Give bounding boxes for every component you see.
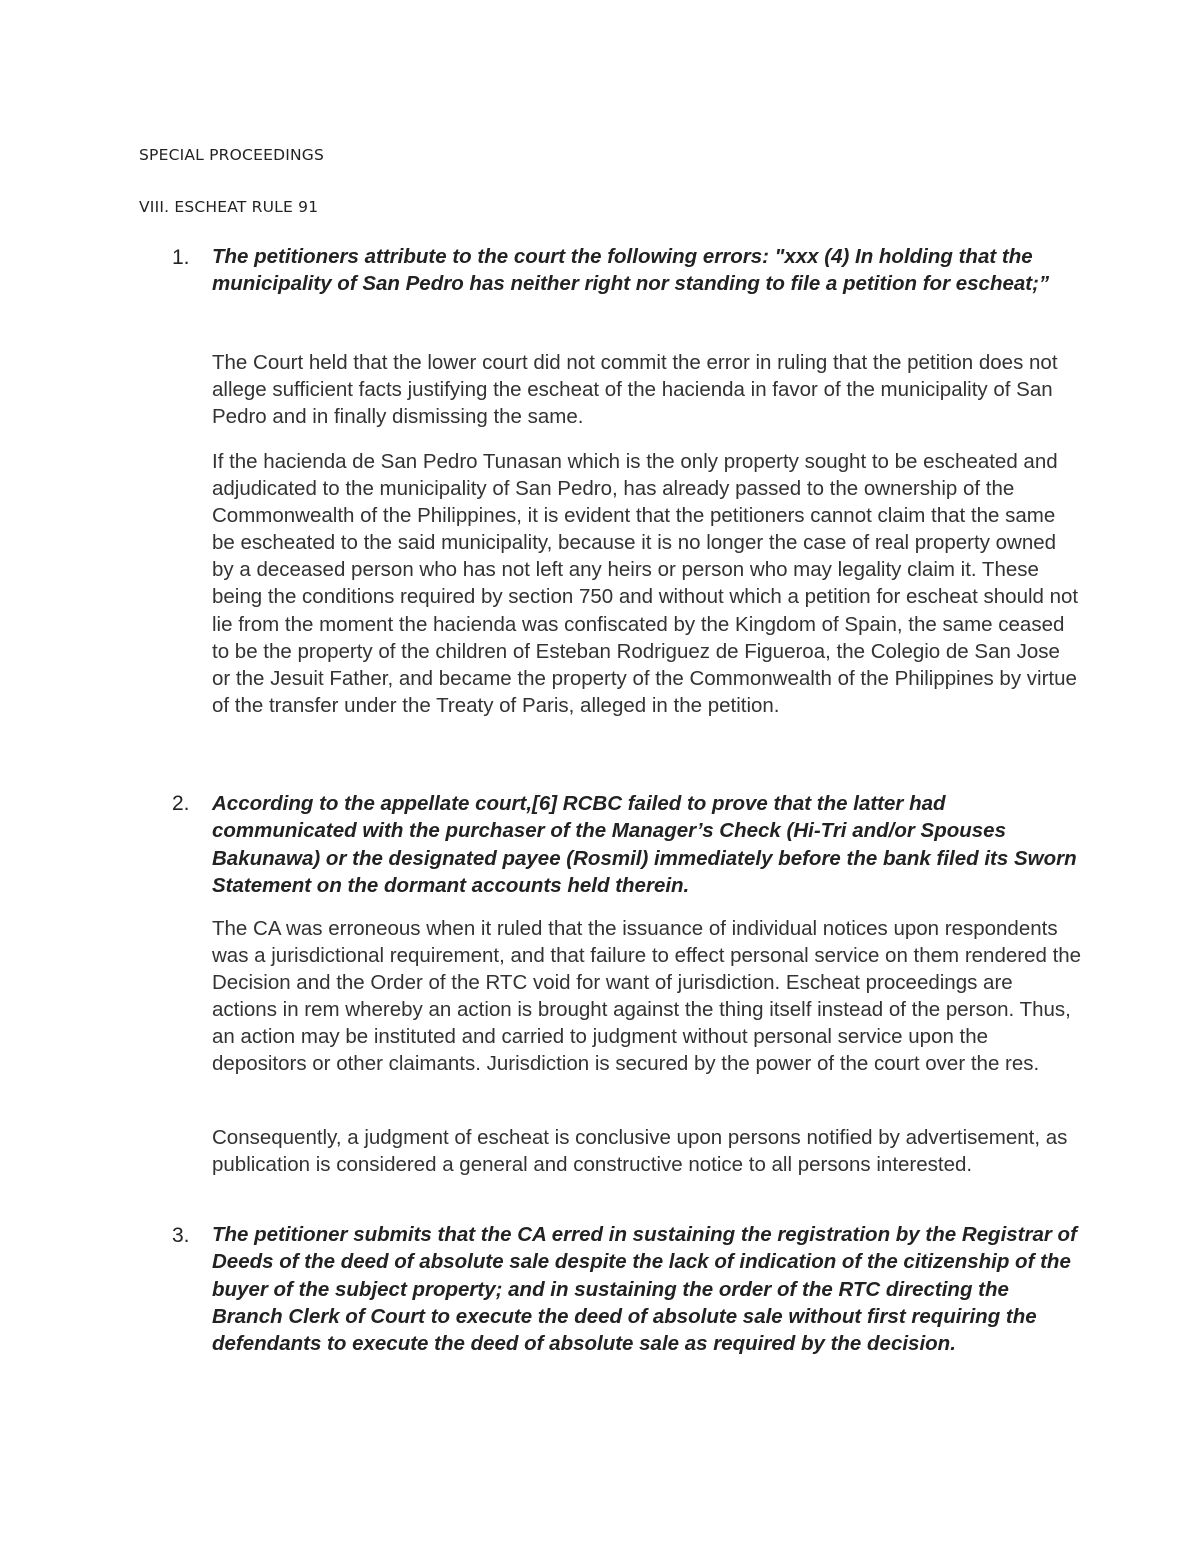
document-title: SPECIAL PROCEEDINGS — [139, 146, 325, 164]
item-number: 2. — [172, 792, 190, 815]
item-question: The petitioners attribute to the court the following errors: "xxx (4) In holding that the municipality of San Pedro has neither right nor standing to file a petition for escheat;” — [212, 245, 1050, 296]
item-number: 1. — [172, 246, 190, 269]
item-answer-paragraph: The Court held that the lower court did not commit the error in ruling that the petition does not allege sufficient facts justifying the escheat of the hacienda in favor of the municipality of San Pedro and in finally dismissing the same. — [212, 351, 1058, 429]
item-answer-paragraph: Consequently, a judgment of escheat is conclusive upon persons notified by advertisement, as publication is considered a general and constructive notice to all persons interested. — [212, 1126, 1068, 1177]
section-heading: VIII. ESCHEAT RULE 91 — [139, 198, 319, 216]
item-question: According to the appellate court,[6] RCBC failed to prove that the latter had communicated with the purchaser of the Manager’s Check (Hi-Tri and/or Spouses Bakunawa) or the designated payee (Rosmil) immediately before the bank filed its Sworn Statement on the dormant accounts held therein. — [212, 792, 1077, 897]
item-answer-paragraph: If the hacienda de San Pedro Tunasan which is the only property sought to be escheated and adjudicated to the municipality of San Pedro, has already passed to the ownership of the Commonwealth of the Philippines, it is evident that the petitioners cannot claim that the same be escheated to the said municipality, because it is no longer the case of real property owned by a deceased person who has not left any heirs or person who may legality claim it. These being the conditions required by section 750 and without which a petition for escheat should not lie from the moment the hacienda was confiscated by the Kingdom of Spain, the same ceased to be the property of the children of Esteban Rodriguez de Figueroa, the Colegio de San Jose or the Jesuit Father, and became the property of the Commonwealth of the Philippines by virtue of the transfer under the Treaty of Paris, alleged in the petition. — [212, 450, 1079, 717]
item-number: 3. — [172, 1224, 190, 1247]
item-answer-paragraph: The CA was erroneous when it ruled that the issuance of individual notices upon respondents was a jurisdictional requirement, and that failure to effect personal service on them rendered the Decision and the Order of the RTC void for want of jurisdiction. Escheat proceedings are actions in rem whereby an action is brought against the thing itself instead of the person. Thus, an action may be instituted and carried to judgment without personal service upon the depositors or other claimants. Jurisdiction is secured by the power of the court over the res. — [212, 917, 1082, 1076]
item-question: The petitioner submits that the CA erred in sustaining the registration by the Registrar of Deeds of the deed of absolute sale despite the lack of indication of the citizenship of the buyer of the subject property; and in sustaining the order of the RTC directing the Branch Clerk of Court to execute the deed of absolute sale without first requiring the defendants to execute the deed of absolute sale as required by the decision. — [212, 1223, 1077, 1356]
